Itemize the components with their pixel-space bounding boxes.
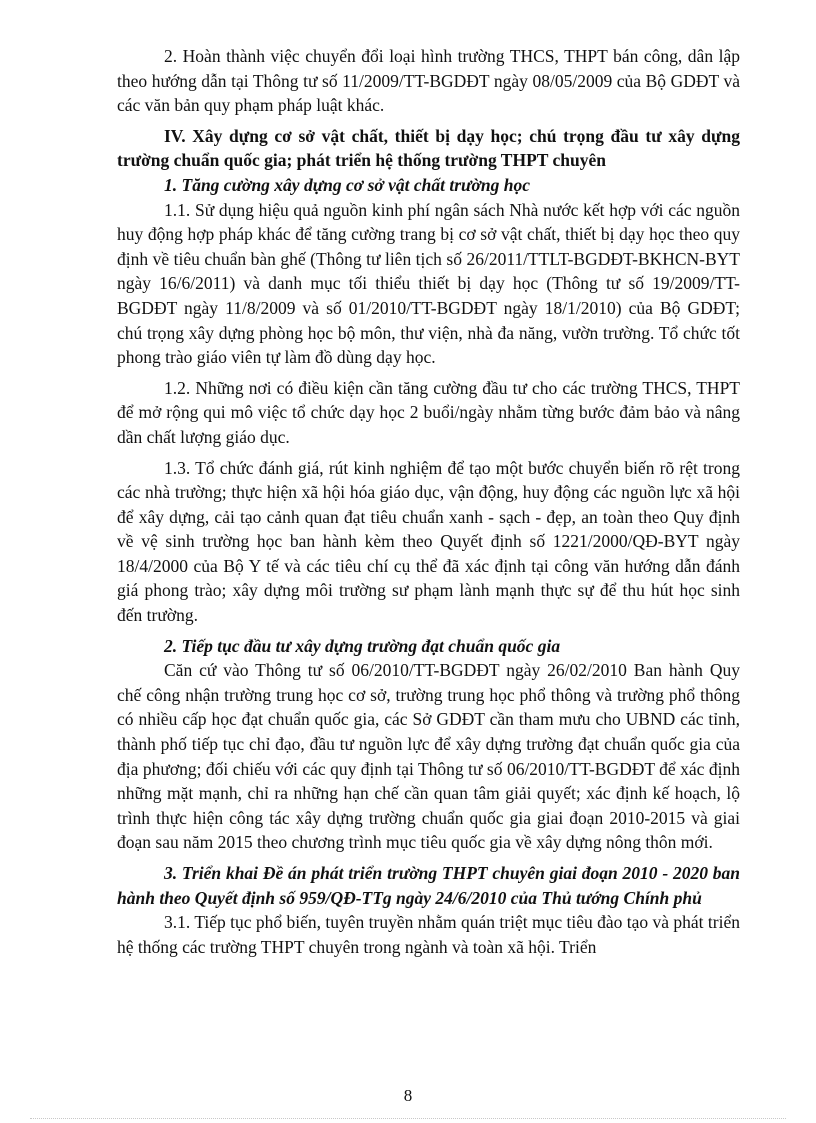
paragraph-1-2: 1.2. Những nơi có điều kiện cần tăng cường đầu tư cho các trường THCS, THPT để mở rộng qui mô việc tổ chức dạy học 2 buổi/ngày nhằm từng bước đảm bảo và nâng dần chất lượng giáo dục. (117, 377, 740, 447)
subheading-1-facilities: 1. Tăng cường xây dựng cơ sở vật chất trường học (164, 174, 531, 195)
page-content (117, 44, 740, 959)
paragraph-2-conversion: 2. Hoàn thành việc chuyển đổi loại hình trường THCS, THPT bán công, dân lập theo hướng dẫn tại Thông tư số 11/2009/TT-BGDĐT ngày 08/05/2009 của Bộ GDĐT và các văn bản quy phạm pháp luật khác. (117, 46, 740, 116)
paragraph-1-1: 1.1. Sử dụng hiệu quả nguồn kinh phí ngân sách Nhà nước kết hợp với các nguồn huy động hợp pháp khác để tăng cường trang bị cơ sở vật chất, thiết bị dạy học theo quy định về tiêu chuẩn bàn ghế (Thông tư liên tịch số 26/2011/TTLT-BGDĐT-BKHCN-BYT ngày 16/6/2011) và danh mục tối thiểu thiết bị dạy học (Thông tư số 19/2009/TT-BGDĐT ngày 11/8/2009 và số 01/2010/TT-BGDĐT ngày 18/1/2010) của Bộ GDĐT; chú trọng xây dựng phòng học bộ môn, thư viện, nhà đa năng, vườn trường. Tổ chức tốt phong trào giáo viên tự làm đồ dùng dạy học. (117, 199, 740, 368)
subheading-3-specialized-schools: 3. Triển khai Đề án phát triển trường THPT chuyên giai đoạn 2010 - 2020 ban hành theo Quyết định số 959/QĐ-TTg ngày 24/6/2010 của Thủ tướng Chính phủ (117, 863, 740, 908)
paragraph-3-1: 3.1. Tiếp tục phổ biến, tuyên truyền nhằm quán triệt mục tiêu đào tạo và phát triển hệ thống các trường THPT chuyên trong ngành và toàn xã hội. Triển (117, 912, 740, 957)
page-number: 8 (403, 1086, 413, 1105)
footer-divider (30, 1118, 786, 1119)
section-heading-iv: IV. Xây dựng cơ sở vật chất, thiết bị dạy học; chú trọng đầu tư xây dựng trường chuẩn quốc gia; phát triển hệ thống trường THPT chuyên (117, 125, 740, 171)
paragraph-national-standard: Căn cứ vào Thông tư số 06/2010/TT-BGDĐT ngày 26/02/2010 Ban hành Quy chế công nhận trường trung học cơ sở, trường trung học phổ thông và trường phổ thông có nhiều cấp học đạt chuẩn quốc gia, các Sở GDĐT cần tham mưu cho UBND các tỉnh, thành phố tiếp tục chỉ đạo, đầu tư nguồn lực để xây dựng trường đạt chuẩn quốc gia của địa phương; đối chiếu với các quy định tại Thông tư số 06/2010/TT-BGDĐT để xác định những mặt mạnh, chỉ ra những hạn chế cần quan tâm giải quyết; xác định kế hoạch, lộ trình thực hiện công tác xây dựng trường chuẩn quốc gia giai đoạn 2010-2015 và giai đoạn sau năm 2015 theo chương trình mục tiêu quốc gia về xây dựng nông thôn mới. (117, 660, 740, 853)
paragraph-1-3: 1.3. Tổ chức đánh giá, rút kinh nghiệm để tạo một bước chuyển biến rõ rệt trong các nhà trường; thực hiện xã hội hóa giáo dục, vận động, huy động các nguồn lực xã hội để xây dựng, cải tạo cảnh quan đạt tiêu chuẩn xanh - sạch - đẹp, an toàn theo Quy định về vệ sinh trường học ban hành kèm theo Quyết định số 1221/2000/QĐ-BYT ngày 18/4/2000 của Bộ Y tế và các tiêu chí cụ thể đã xác định tại công văn hướng dẫn đánh giá phong trào; xây dựng môi trường sư phạm lành mạnh thực sự để thu hút học sinh đến trường. (117, 457, 740, 626)
subheading-2-national-standard: 2. Tiếp tục đầu tư xây dựng trường đạt chuẩn quốc gia (164, 635, 561, 656)
